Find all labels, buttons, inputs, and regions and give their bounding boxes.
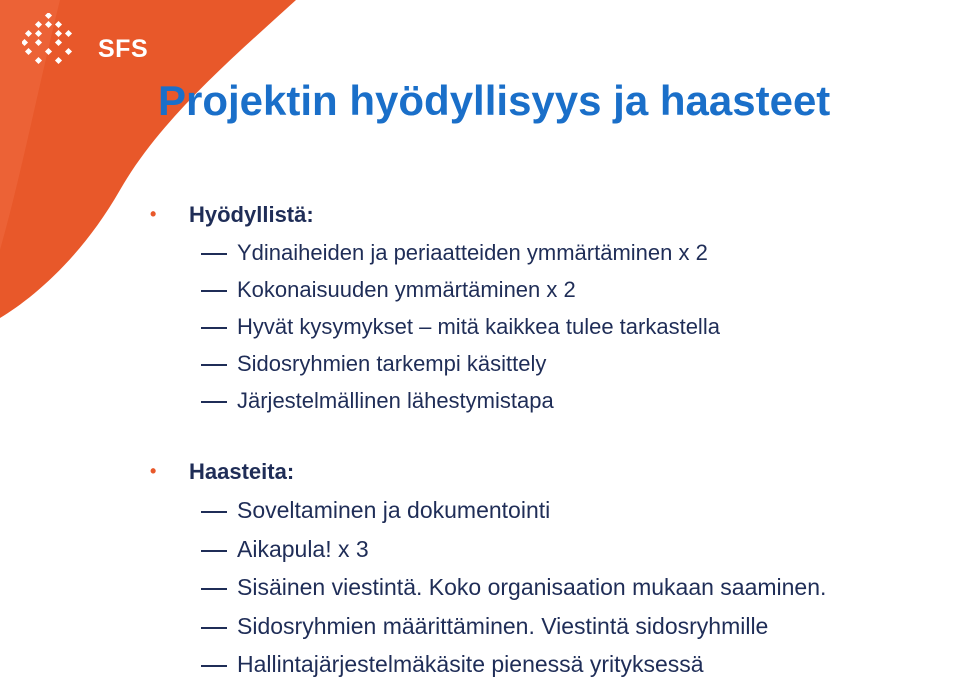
sfs-logo-text: SFS — [98, 35, 149, 63]
challenges-list — [150, 491, 950, 684]
bullet-icon: • — [150, 461, 157, 481]
section-heading — [150, 453, 950, 491]
list-item — [150, 271, 950, 308]
list-item — [150, 345, 950, 382]
heading-label: Hyödyllistä: — [189, 202, 314, 227]
list-item-text: Kokonaisuuden ymmärtäminen x 2 — [237, 277, 576, 302]
list-item-text: Sisäinen viestintä. Koko organisaation mukaan saaminen. — [237, 574, 827, 600]
section-heading — [150, 196, 950, 234]
dash-icon — [201, 550, 227, 552]
list-item — [150, 382, 950, 419]
dash-icon — [201, 588, 227, 590]
list-item — [150, 607, 950, 646]
list-item-text: Hallintajärjestelmäkäsite pienessä yrityksessä — [237, 651, 704, 677]
list-item — [150, 234, 950, 271]
dash-icon — [201, 511, 227, 513]
list-item — [150, 308, 950, 345]
list-item-text: Sidosryhmien tarkempi käsittely — [237, 351, 547, 376]
list-item-text: Sidosryhmien määrittäminen. Viestintä sidosryhmille — [237, 612, 769, 639]
dash-icon — [201, 401, 227, 403]
dash-icon — [201, 364, 227, 366]
dash-icon — [201, 253, 227, 255]
heading-label: Haasteita: — [189, 459, 295, 484]
list-item — [150, 568, 950, 607]
dash-icon — [201, 627, 227, 629]
slide-title: Projektin hyödyllisyys ja haasteet — [158, 77, 831, 124]
slide-content — [150, 196, 950, 684]
list-item — [150, 645, 950, 684]
list-item-text: Hyvät kysymykset – mitä kaikkea tulee tarkastella — [237, 314, 720, 339]
section-challenges — [150, 453, 950, 684]
bullet-icon: • — [150, 204, 157, 224]
list-item — [150, 491, 950, 530]
section-benefits — [150, 196, 950, 419]
sfs-logo — [22, 13, 149, 69]
list-item-text: Soveltaminen ja dokumentointi — [237, 497, 551, 523]
dash-icon — [201, 290, 227, 292]
list-item — [150, 530, 950, 569]
dash-icon — [201, 665, 227, 667]
list-item-text: Järjestelmällinen lähestymistapa — [237, 388, 554, 413]
dash-icon — [201, 327, 227, 329]
list-item-text: Aikapula! x 3 — [237, 535, 369, 562]
sfs-dots-icon — [22, 13, 82, 69]
list-item-text: Ydinaiheiden ja periaatteiden ymmärtäminen x 2 — [237, 240, 708, 265]
benefits-list — [150, 234, 950, 419]
